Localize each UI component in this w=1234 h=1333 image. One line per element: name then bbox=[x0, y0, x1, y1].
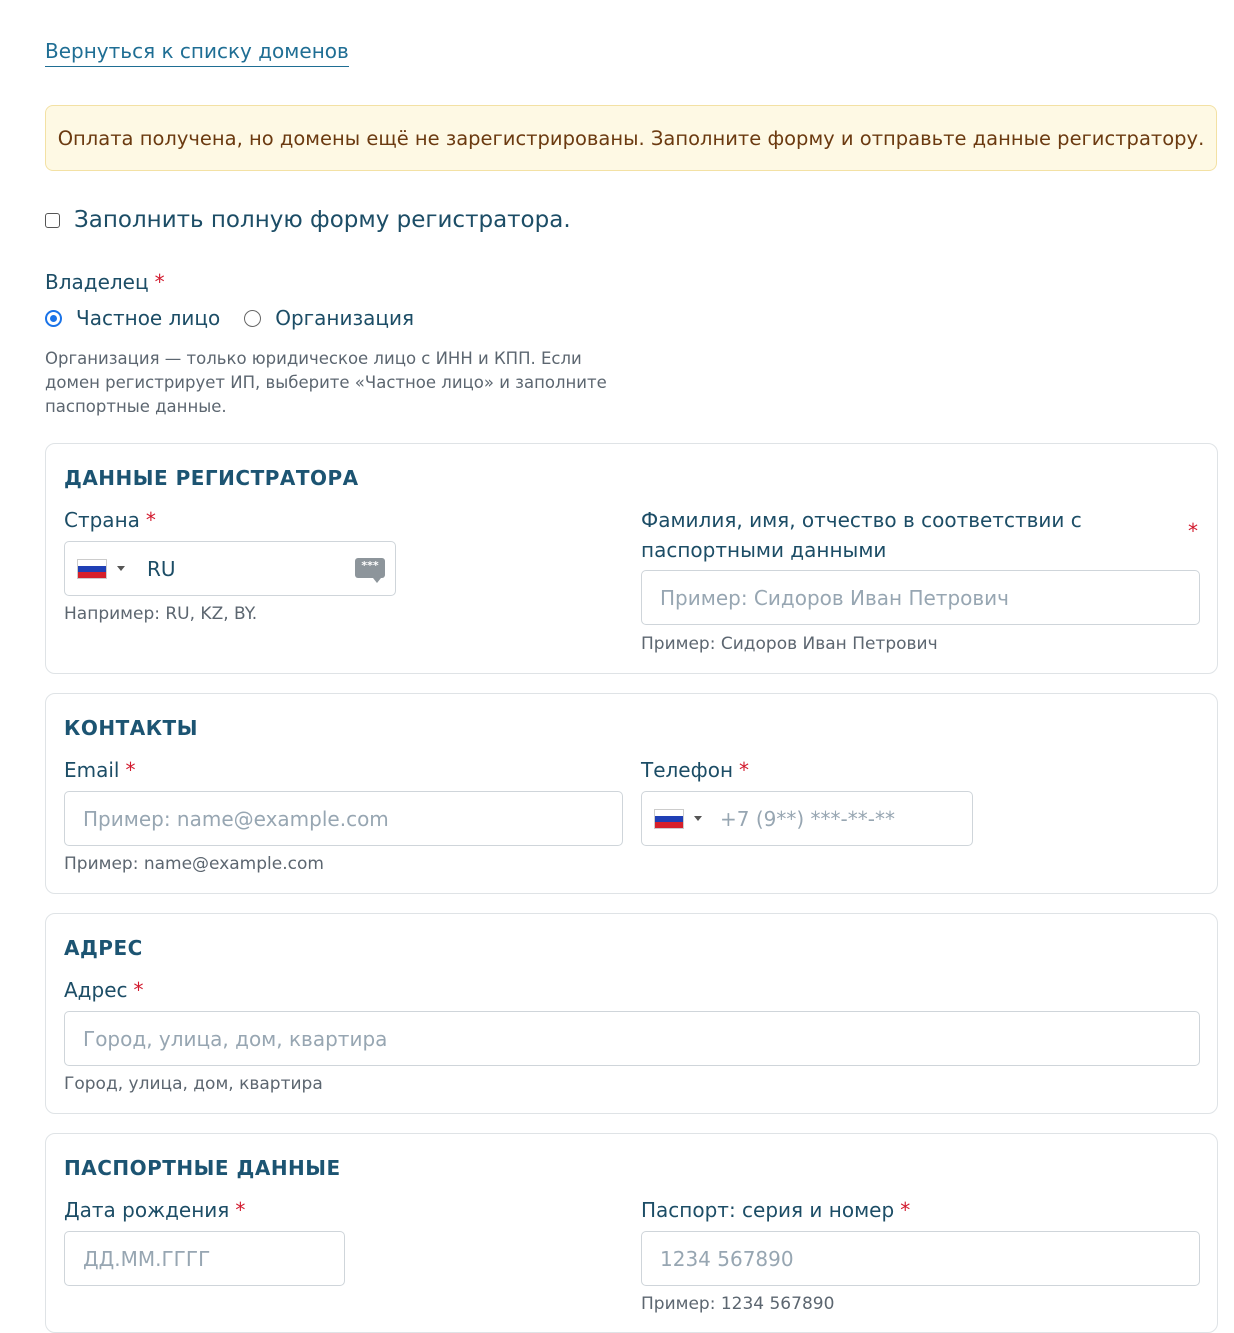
email-input[interactable] bbox=[64, 791, 623, 846]
passport-section-title: ПАСПОРТНЫЕ ДАННЫЕ bbox=[64, 1156, 341, 1180]
country-label-text: Страна bbox=[64, 508, 140, 532]
address-label-text: Адрес bbox=[64, 978, 128, 1002]
required-marker: * bbox=[125, 758, 136, 782]
radio-private-person[interactable] bbox=[45, 310, 62, 327]
phone-label-text: Телефон bbox=[641, 758, 734, 782]
phone-input[interactable] bbox=[641, 791, 973, 846]
radio-private-person-label[interactable]: Частное лицо bbox=[76, 306, 221, 330]
owner-label bbox=[45, 270, 165, 294]
address-placeholder: Город, улица, дом, квартира bbox=[83, 1026, 388, 1051]
address-section-title: АДРЕС bbox=[64, 936, 143, 960]
phone-label bbox=[641, 755, 749, 785]
email-placeholder: Пример: name@example.com bbox=[83, 806, 389, 831]
registrar-section bbox=[45, 443, 1218, 674]
contacts-section-title: КОНТАКТЫ bbox=[64, 716, 198, 740]
radio-organization-label[interactable]: Организация bbox=[275, 306, 415, 330]
russia-flag-icon[interactable] bbox=[654, 809, 684, 829]
email-label-text: Email bbox=[64, 758, 120, 782]
chevron-down-icon[interactable] bbox=[117, 566, 125, 571]
chevron-down-icon[interactable] bbox=[694, 816, 702, 821]
required-marker: * bbox=[235, 1198, 246, 1222]
birth-date-placeholder: ДД.ММ.ГГГГ bbox=[83, 1246, 211, 1271]
address-hint: Город, улица, дом, квартира bbox=[64, 1074, 323, 1094]
owner-hint: Организация — только юридическое лицо с ИНН и КПП. Если домен регистрирует ИП, выберите «Частное лицо» и заполните паспортные данные. bbox=[45, 349, 607, 416]
full-name-label bbox=[641, 505, 1101, 565]
registrar-section-title: ДАННЫЕ РЕГИСТРАТОРА bbox=[64, 466, 359, 490]
required-marker: * bbox=[145, 508, 156, 532]
passport-section bbox=[45, 1133, 1218, 1333]
required-marker: * bbox=[739, 758, 750, 782]
phone-placeholder: +7 (9**) ***-**-** bbox=[720, 806, 895, 831]
country-value: RU bbox=[147, 556, 176, 581]
payment-alert-text: Оплата получена, но домены ещё не зарегистрированы. Заполните форму и отправьте данные регистратору. bbox=[57, 126, 1205, 150]
email-label bbox=[64, 755, 136, 785]
address-input[interactable] bbox=[64, 1011, 1200, 1066]
required-marker: * bbox=[1188, 519, 1198, 543]
country-hint: Например: RU, KZ, BY. bbox=[64, 604, 258, 624]
back-to-domains-link[interactable]: Вернуться к списку доменов bbox=[45, 38, 349, 67]
country-input[interactable] bbox=[64, 541, 396, 596]
passport-placeholder: 1234 567890 bbox=[660, 1246, 794, 1271]
birth-date-input[interactable] bbox=[64, 1231, 345, 1286]
passport-hint: Пример: 1234 567890 bbox=[641, 1294, 835, 1314]
full-form-checkbox[interactable] bbox=[45, 213, 60, 228]
full-form-label: Заполнить полную форму регистратора. bbox=[74, 207, 571, 233]
keyboard-icon[interactable] bbox=[355, 558, 385, 578]
full-name-placeholder: Пример: Сидоров Иван Петрович bbox=[660, 585, 1009, 610]
required-marker: * bbox=[133, 978, 144, 1002]
owner-label-text: Владелец bbox=[45, 270, 149, 294]
email-hint: Пример: name@example.com bbox=[64, 854, 324, 874]
full-name-hint: Пример: Сидоров Иван Петрович bbox=[641, 634, 938, 654]
radio-organization[interactable] bbox=[244, 310, 261, 327]
full-form-toggle[interactable] bbox=[45, 207, 571, 233]
address-label bbox=[64, 975, 144, 1005]
passport-input[interactable] bbox=[641, 1231, 1200, 1286]
required-marker: * bbox=[154, 270, 165, 294]
birth-date-label bbox=[64, 1195, 245, 1225]
birth-date-label-text: Дата рождения bbox=[64, 1198, 230, 1222]
passport-label-text: Паспорт: серия и номер bbox=[641, 1198, 895, 1222]
country-label bbox=[64, 505, 156, 535]
owner-radio-group bbox=[45, 306, 414, 330]
full-name-label-text: Фамилия, имя, отчество в соответствии с паспортными данными bbox=[641, 508, 1082, 562]
russia-flag-icon[interactable] bbox=[77, 559, 107, 579]
payment-alert bbox=[45, 105, 1217, 171]
required-marker: * bbox=[900, 1198, 911, 1222]
address-section bbox=[45, 913, 1218, 1114]
full-name-input[interactable] bbox=[641, 570, 1200, 625]
contacts-section bbox=[45, 693, 1218, 894]
passport-label bbox=[641, 1195, 910, 1225]
